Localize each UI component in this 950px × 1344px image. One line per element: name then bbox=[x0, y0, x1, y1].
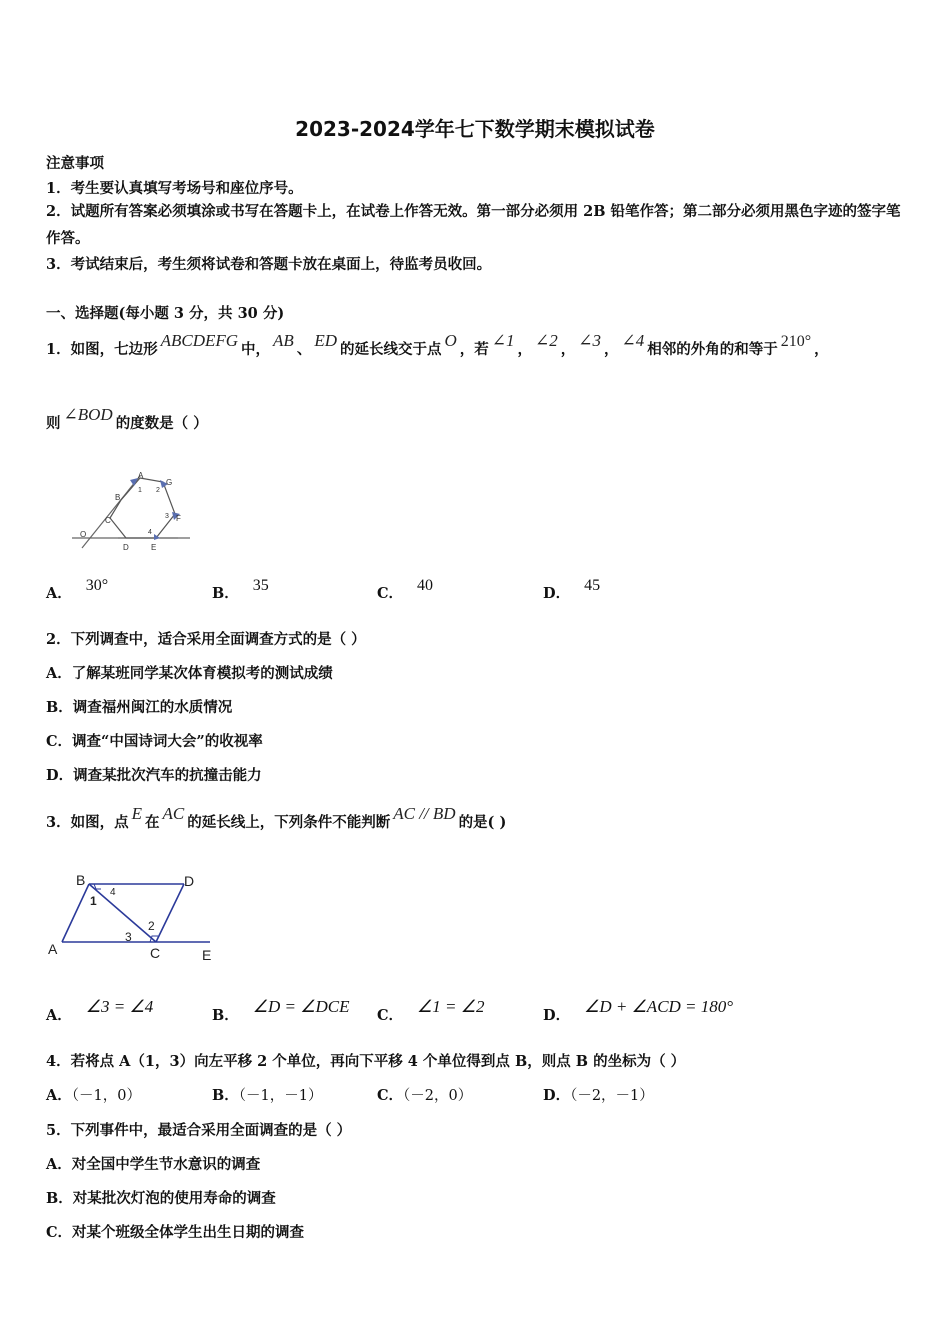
q3-fig-angle-1: 1 bbox=[90, 894, 97, 908]
q3-option-c[interactable] bbox=[377, 997, 485, 1025]
q1-stem bbox=[46, 331, 829, 359]
q3-fig-angle-4: 4 bbox=[110, 887, 116, 898]
q1-option-b[interactable] bbox=[212, 577, 269, 603]
q1-fig-angle-3: 3 bbox=[165, 513, 169, 520]
page-title: 2023-2024学年七下数学期末模拟试卷 bbox=[295, 117, 655, 141]
q1-fig-label-c: C bbox=[105, 516, 111, 525]
option-value: ∠D + ∠ACD = 180° bbox=[584, 997, 734, 1016]
q1-math-angle1: ∠1 bbox=[491, 331, 515, 350]
option-value: ∠3 = ∠4 bbox=[85, 997, 154, 1016]
option-value: （－2，－1） bbox=[570, 1088, 654, 1104]
option-letter: D． bbox=[543, 1087, 571, 1104]
q1-math-210: 210° bbox=[780, 333, 812, 350]
q1-fig-label-f: F bbox=[176, 514, 181, 523]
q5-option-a[interactable]: A．对全国中学生节水意识的调查 bbox=[46, 1156, 261, 1173]
q1-fig-angle-4: 4 bbox=[148, 529, 152, 536]
q1-text: ， bbox=[560, 341, 576, 358]
q4-option-b[interactable] bbox=[212, 1084, 322, 1105]
q1-option-a[interactable] bbox=[46, 577, 109, 603]
q1-stem-continued bbox=[46, 405, 208, 433]
q4-option-d[interactable] bbox=[543, 1084, 654, 1105]
notice-item-3: 3．考试结束后，考生须将试卷和答题卡放在桌面上，待监考员收回。 bbox=[46, 256, 492, 273]
q3-fig-label-c: C bbox=[150, 945, 161, 961]
option-value: （－1，－1） bbox=[238, 1088, 323, 1104]
q1-fig-label-a: A bbox=[138, 471, 144, 480]
option-value: 35 bbox=[252, 577, 269, 594]
q1-fig-angle-2: 2 bbox=[156, 487, 160, 494]
q3-text: 3．如图，点 bbox=[46, 814, 129, 831]
q3-option-d[interactable] bbox=[543, 997, 734, 1025]
option-letter: B． bbox=[212, 1007, 239, 1024]
q3-option-b[interactable] bbox=[212, 997, 350, 1025]
notice-item-1: 1．考生要认真填写考场号和座位序号。 bbox=[46, 180, 303, 197]
q1-text: ， bbox=[517, 341, 533, 358]
q3-text: 的延长线上，下列条件不能判断 bbox=[187, 814, 391, 831]
q1-math-ab: AB bbox=[273, 331, 294, 350]
option-letter: C． bbox=[377, 1087, 404, 1104]
q5-stem: 5．下列事件中，最适合采用全面调查的是（ ） bbox=[46, 1122, 352, 1139]
q1-text: 的度数是（ ） bbox=[115, 415, 208, 432]
q5-option-b[interactable]: B．对某批次灯泡的使用寿命的调查 bbox=[46, 1190, 276, 1207]
option-value: （－2，0） bbox=[403, 1088, 473, 1104]
option-letter: C． bbox=[377, 1007, 404, 1024]
q1-text: 1．如图，七边形 bbox=[46, 341, 158, 358]
q3-stem bbox=[46, 804, 507, 832]
q3-parallelogram-figure bbox=[44, 868, 220, 966]
option-letter: A． bbox=[46, 1007, 72, 1024]
notice-item-2: 2．试题所有答案必须填涂或书写在答题卡上，在试卷上作答无效。第一部分必须用 2B 铅笔作答；第二部分必须用黑色字迹的签字笔作答。 bbox=[46, 203, 901, 247]
option-value: ∠D = ∠DCE bbox=[252, 997, 350, 1016]
q1-text: 中， bbox=[241, 341, 271, 358]
q1-fig-label-b: B bbox=[115, 493, 121, 502]
q1-text: ， bbox=[814, 341, 829, 358]
q3-fig-angle-2: 2 bbox=[148, 919, 155, 933]
q1-heptagon-figure bbox=[68, 468, 198, 558]
q3-fig-label-b: B bbox=[76, 872, 86, 888]
option-value: （－1，0） bbox=[71, 1088, 141, 1104]
q1-fig-angle-1: 1 bbox=[138, 487, 142, 494]
q3-fig-angle-3: 3 bbox=[125, 930, 132, 944]
option-letter: B． bbox=[212, 585, 239, 602]
option-letter: B． bbox=[212, 1087, 239, 1104]
option-letter: A． bbox=[46, 1087, 72, 1104]
q3-fig-label-e: E bbox=[202, 947, 212, 963]
q1-math-ed: ED bbox=[314, 331, 337, 350]
q1-text: 、 bbox=[296, 341, 312, 358]
q3-fig-label-a: A bbox=[48, 941, 58, 957]
q2-option-b[interactable]: B．调查福州闽江的水质情况 bbox=[46, 699, 233, 716]
q1-fig-label-d: D bbox=[123, 543, 129, 552]
q3-fig-label-d: D bbox=[184, 873, 195, 889]
option-value: 45 bbox=[584, 577, 601, 594]
q2-stem: 2．下列调查中，适合采用全面调查方式的是（ ） bbox=[46, 631, 366, 648]
option-value: 40 bbox=[417, 577, 434, 594]
option-letter: D． bbox=[543, 585, 571, 602]
option-value: ∠1 = ∠2 bbox=[417, 997, 485, 1016]
q5-option-c[interactable]: C．对某个班级全体学生出生日期的调查 bbox=[46, 1224, 305, 1241]
q1-math-angle4: ∠4 bbox=[621, 331, 645, 350]
q3-math-ac: AC bbox=[162, 804, 185, 823]
q3-text: 的是( ) bbox=[458, 814, 507, 831]
q3-math-e: E bbox=[131, 804, 142, 823]
q1-math-o: O bbox=[444, 331, 457, 350]
q1-text: 相邻的外角的和等于 bbox=[647, 341, 778, 358]
section-heading: 一、选择题(每小题 3 分，共 30 分) bbox=[46, 305, 285, 322]
q2-option-a[interactable]: A．了解某班同学某次体育模拟考的测试成绩 bbox=[46, 665, 333, 682]
option-letter: A． bbox=[46, 585, 72, 602]
option-letter: D． bbox=[543, 1007, 571, 1024]
q1-math-heptagon: ABCDEFG bbox=[160, 331, 239, 350]
q1-text: ，若 bbox=[459, 341, 489, 358]
q3-text: 在 bbox=[144, 814, 160, 831]
q1-math-angle2: ∠2 bbox=[535, 331, 558, 350]
q1-text: 的延长线交于点 bbox=[339, 341, 442, 358]
q3-option-a[interactable] bbox=[46, 997, 154, 1025]
q2-option-c[interactable]: C．调查“中国诗词大会”的收视率 bbox=[46, 733, 263, 750]
notice-heading: 注意事项 bbox=[46, 155, 104, 172]
q1-text: 则 bbox=[46, 415, 61, 432]
option-letter: C． bbox=[377, 585, 404, 602]
q4-option-c[interactable] bbox=[377, 1084, 472, 1105]
q1-fig-label-o: O bbox=[80, 530, 87, 539]
q1-math-bod: ∠BOD bbox=[63, 405, 113, 424]
q1-text: ， bbox=[604, 341, 619, 358]
q3-math-parallel: AC // BD bbox=[393, 804, 456, 823]
q1-fig-label-e: E bbox=[151, 543, 157, 552]
q1-option-c[interactable] bbox=[377, 577, 434, 603]
q4-option-a[interactable] bbox=[46, 1084, 141, 1105]
option-value: 30° bbox=[85, 577, 109, 594]
q1-fig-label-g: G bbox=[166, 478, 173, 487]
q1-option-d[interactable] bbox=[543, 577, 601, 603]
q1-math-angle3: ∠3 bbox=[578, 331, 602, 350]
q4-stem: 4．若将点 A（1，3）向左平移 2 个单位，再向下平移 4 个单位得到点 B，则点 B 的坐标为（ ） bbox=[46, 1053, 686, 1070]
q2-option-d[interactable]: D．调查某批次汽车的抗撞击能力 bbox=[46, 767, 262, 784]
